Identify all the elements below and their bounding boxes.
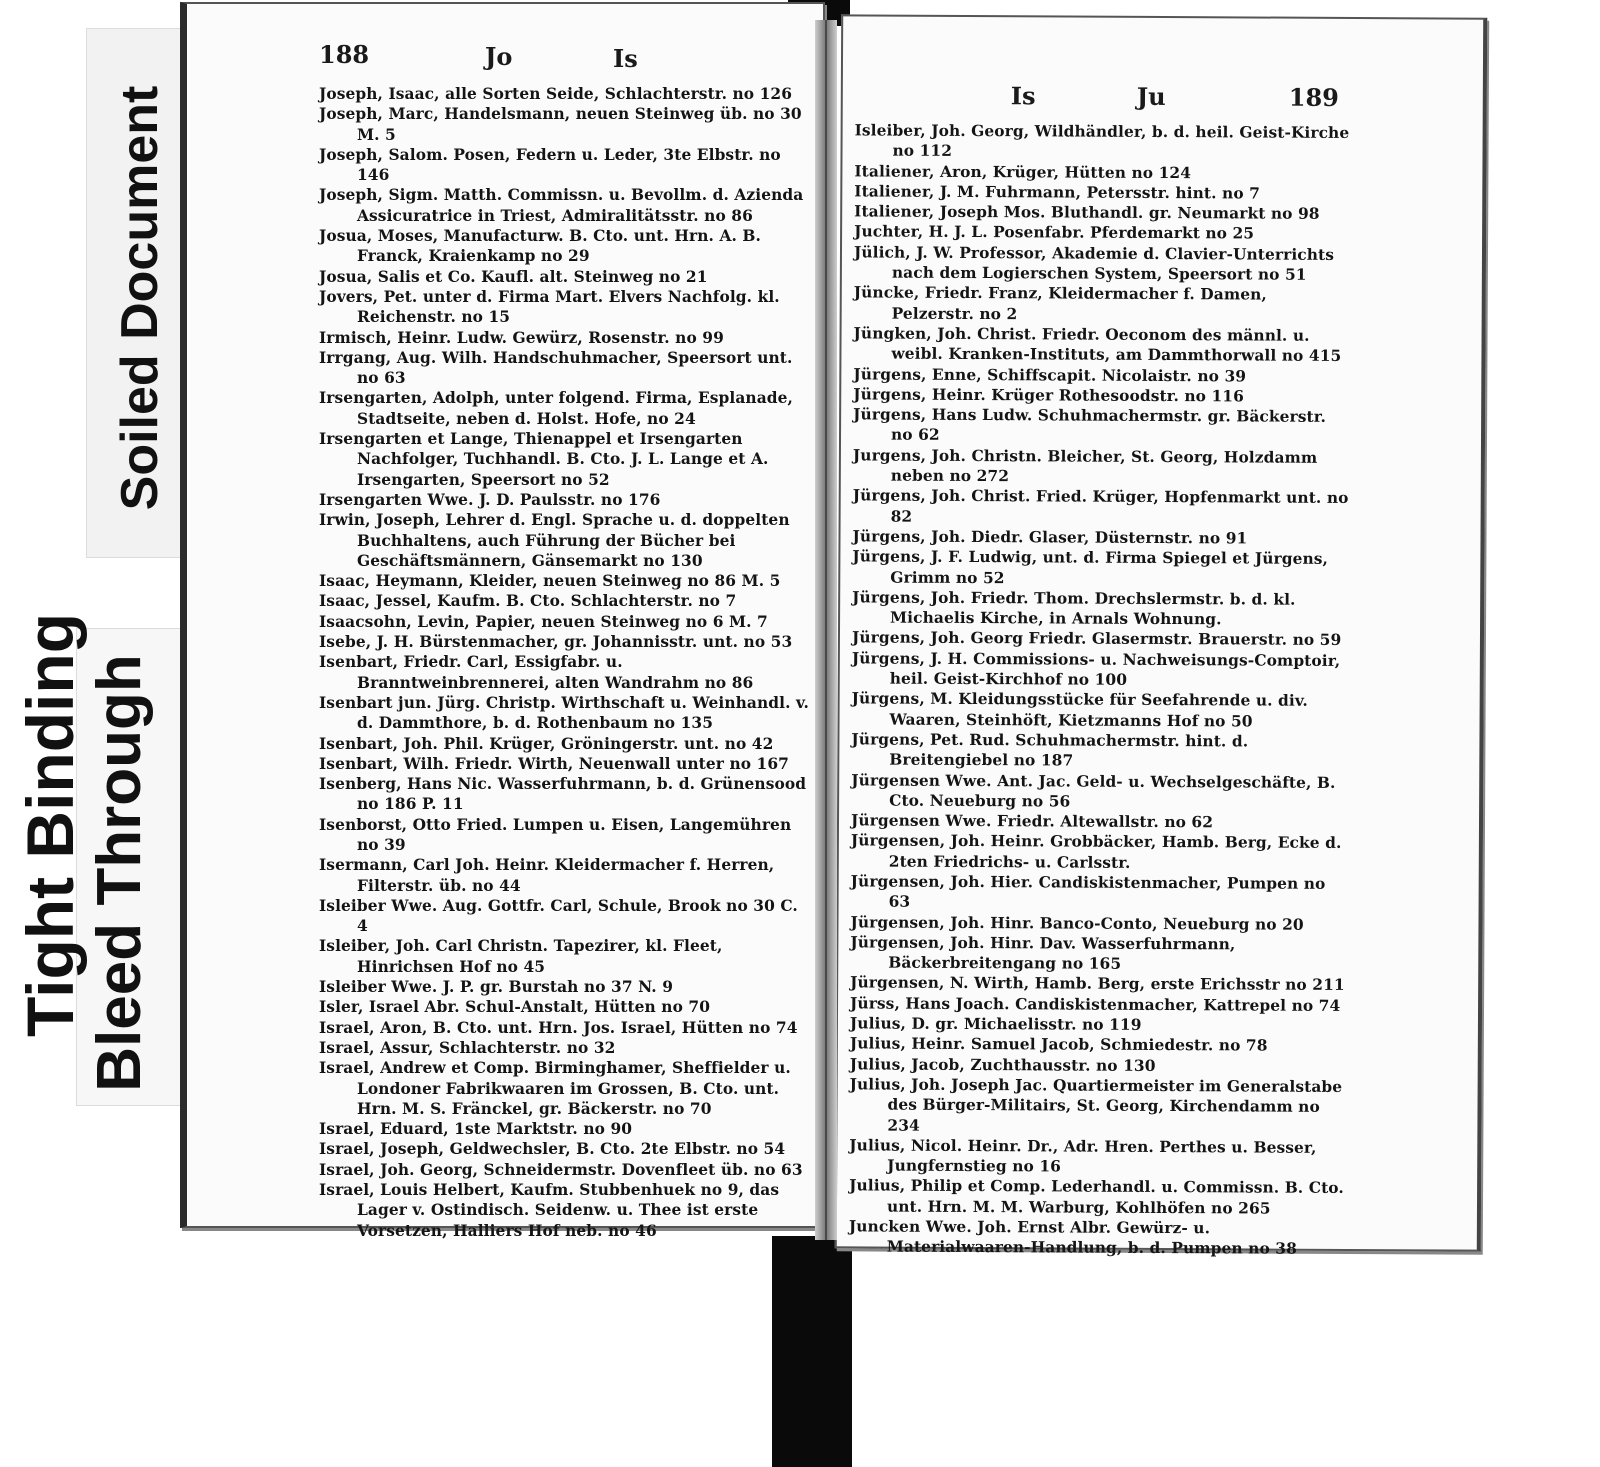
directory-entry: Josua, Moses, Manufacturw. B. Cto. unt. Hrn. A. B. Franck, Kraienkamp no 29 — [319, 227, 761, 266]
directory-entry: Jürgens, M. Kleidungsstücke für Seefahrende u. div. Waaren, Steinhöft, Kietzmanns Hof no 50 — [851, 689, 1308, 731]
directory-entry: Isenberg, Hans Nic. Wasserfuhrmann, b. d. Grünensood no 186 P. 11 — [319, 775, 807, 814]
left-page-number: 188 — [319, 40, 370, 69]
directory-entry: Isenbart, Wilh. Friedr. Wirth, Neuenwall unter no 167 — [319, 754, 789, 773]
directory-entry: Julius, D. gr. Michaelisstr. no 119 — [849, 1014, 1142, 1034]
left-header-from: Jo — [485, 42, 513, 71]
directory-entry: Irsengarten et Lange, Thienappel et Irsengarten Nachfolger, Tuchhandl. B. Cto. J. L. Lange et A. Irsengarten, Speersort no 52 — [319, 430, 769, 489]
directory-entry: Israel, Joseph, Geldwechsler, B. Cto. 2te Elbstr. no 54 — [319, 1140, 786, 1159]
directory-entry: Juncken Wwe. Joh. Ernst Albr. Gewürz- u. Materialwaaren-Handlung, b. d. Pumpen no 38 — [848, 1217, 1297, 1259]
directory-entry: Italiener, Aron, Krüger, Hütten no 124 — [854, 161, 1192, 182]
directory-entry: Isenbart, Joh. Phil. Krüger, Gröningerstr. unt. no 42 — [319, 734, 774, 753]
directory-entry: Julius, Philip et Comp. Lederhandl. u. Commissn. B. Cto. unt. Hrn. M. M. Warburg, Kohlhöfen no 265 — [849, 1176, 1344, 1218]
directory-entry: Isler, Israel Abr. Schul-Anstalt, Hütten no 70 — [319, 998, 711, 1017]
directory-entry: Isaac, Jessel, Kaufm. B. Cto. Schlachterstr. no 7 — [319, 592, 737, 611]
right-header-to: Ju — [1136, 81, 1166, 112]
directory-entry: Jovers, Pet. unter d. Firma Mart. Elvers Nachfolg. kl. Reichenstr. no 15 — [319, 287, 780, 327]
directory-entry: Irsengarten, Adolph, unter folgend. Firma, Esplanade, Stadtseite, neben d. Holst. Hofe, no 24 — [319, 389, 793, 428]
directory-entry: Isleiber Wwe. J. P. gr. Burstah no 37 N. 9 — [319, 978, 674, 997]
directory-entry: Irsengarten Wwe. J. D. Paulsstr. no 176 — [319, 490, 661, 509]
directory-entry: Joseph, Marc, Handelsmann, neuen Steinweg üb. no 30 M. 5 — [319, 105, 802, 144]
directory-entry: Irmisch, Heinr. Ludw. Gewürz, Rosenstr. no 99 — [319, 328, 724, 347]
directory-entry: Israel, Assur, Schlachterstr. no 32 — [319, 1038, 616, 1057]
directory-entry: Jürgens, Joh. Friedr. Thom. Drechslermstr. b. d. kl. Michaelis Kirche, in Arnals Wohnung. — [852, 588, 1296, 629]
tight-binding-stamp: Tight Binding — [13, 612, 87, 1037]
directory-entry: Julius, Heinr. Samuel Jacob, Schmiedestr. no 78 — [849, 1034, 1268, 1055]
directory-entry: Israel, Andrew et Comp. Birminghamer, Sheffielder u. Londoner Fabrikwaaren im Grossen, B. Cto. unt. Hrn. M. S. Fränckel, gr. Bäckerstr. no 70 — [319, 1059, 791, 1118]
directory-entry: Jürgens, J. F. Ludwig, unt. d. Firma Spiegel et Jürgens, Grimm no 52 — [852, 547, 1329, 587]
directory-entry: Isenborst, Otto Fried. Lumpen u. Eisen, Langemühren no 39 — [319, 815, 792, 854]
directory-entry: Isleiber, Joh. Georg, Wildhändler, b. d. heil. Geist-Kirche no 112 — [854, 121, 1350, 161]
directory-entry: Jürgensen, Joh. Hier. Candiskistenmacher, Pumpen no 63 — [850, 872, 1326, 911]
directory-entry: Jürgensen Wwe. Friedr. Altewallstr. no 62 — [850, 811, 1214, 832]
directory-entry: Jurgens, Joh. Christn. Bleicher, St. Georg, Holzdamm neben no 272 — [852, 446, 1318, 486]
left-entry-list — [319, 84, 813, 1241]
directory-entry: Isleiber Wwe. Aug. Gottfr. Carl, Schule, Brook no 30 C. 4 — [319, 896, 798, 936]
right-page-number: 189 — [1288, 82, 1339, 112]
directory-entry: Jüngken, Joh. Christ. Friedr. Oeconom des männl. u. weibl. Kranken-Instituts, am Dammthorwall no 415 — [853, 324, 1342, 366]
soiled-document-stamp: Soiled Document — [111, 85, 169, 511]
directory-entry: Italiener, Joseph Mos. Bluthandl. gr. Neumarkt no 98 — [854, 202, 1320, 224]
directory-entry: Joseph, Sigm. Matth. Commissn. u. Bevollm. d. Azienda Assicuratrice in Triest, Admiralitätsstr. no 86 — [319, 186, 804, 225]
directory-entry: Israel, Louis Helbert, Kaufm. Stubbenhuek no 9, das Lager v. Ostindisch. Seidenw. u. Thee ist erste Vorsetzen, Halliers Hof neb. no 46 — [319, 1181, 780, 1240]
directory-entry: Isaacsohn, Levin, Papier, neuen Steinweg no 6 M. 7 — [319, 612, 768, 631]
directory-entry: Jürgens, Joh. Diedr. Glaser, Düsternstr. no 91 — [852, 527, 1248, 548]
bleed-through-stamp: Bleed Through — [85, 654, 154, 1092]
directory-entry: Irrgang, Aug. Wilh. Handschuhmacher, Speersort unt. no 63 — [319, 348, 793, 388]
directory-entry: Jürgens, Heinr. Krüger Rothesoodstr. no 116 — [853, 385, 1245, 406]
directory-entry: Jürgensen Wwe. Ant. Jac. Geld- u. Wechselgeschäfte, B. Cto. Neueburg no 56 — [851, 770, 1336, 811]
directory-entry: Isleiber, Joh. Carl Christn. Tapezirer, kl. Fleet, Hinrichsen Hof no 45 — [319, 937, 723, 976]
right-header-from: Is — [1010, 81, 1036, 111]
directory-entry: Jürgensen, Joh. Hinr. Banco-Conto, Neueburg no 20 — [850, 912, 1304, 934]
directory-entry: Joseph, Salom. Posen, Federn u. Leder, 3te Elbstr. no 146 — [319, 145, 781, 185]
directory-entry: Isermann, Carl Joh. Heinr. Kleidermacher f. Herren, Filterstr. üb. no 44 — [319, 856, 775, 895]
directory-entry: Joseph, Isaac, alle Sorten Seide, Schlachterstr. no 126 — [319, 85, 793, 103]
directory-entry: Israel, Eduard, 1ste Marktstr. no 90 — [319, 1120, 633, 1139]
directory-entry: Isenbart jun. Jürg. Christp. Wirthschaft u. Weinhandl. v. d. Dammthore, b. d. Rothenbaum no 135 — [319, 693, 809, 733]
right-page — [835, 14, 1487, 1259]
directory-entry: Isebe, J. H. Bürstenmacher, gr. Johannisstr. unt. no 53 — [319, 633, 793, 652]
book-gutter — [815, 20, 837, 1240]
directory-entry: Josua, Salis et Co. Kaufl. alt. Steinweg no 21 — [319, 267, 708, 286]
directory-entry: Israel, Aron, B. Cto. unt. Hrn. Jos. Israel, Hütten no 74 — [319, 1018, 798, 1037]
directory-entry: Jürgensen, Joh. Hinr. Dav. Wasserfuhrmann, Bäckerbreitengang no 165 — [850, 933, 1236, 973]
right-entry-list — [849, 120, 1351, 1259]
left-page — [180, 2, 825, 1240]
directory-entry: Jürgens, Hans Ludw. Schuhmachermstr. gr. Bäckerstr. no 62 — [853, 405, 1327, 445]
directory-entry: Jürgens, Pet. Rud. Schuhmachermstr. hint. d. Breitengiebel no 187 — [851, 730, 1249, 770]
directory-entry: Jürgens, Joh. Georg Friedr. Glasermstr. Brauerstr. no 59 — [851, 628, 1342, 650]
directory-entry: Jüncke, Friedr. Franz, Kleidermacher f. Damen, Pelzerstr. no 2 — [853, 283, 1267, 323]
directory-entry: Italiener, J. M. Fuhrmann, Petersstr. hint. no 7 — [854, 182, 1261, 203]
directory-entry: Jürgens, Enne, Schiffscapit. Nicolaistr. no 39 — [853, 364, 1247, 386]
directory-entry: Julius, Jacob, Zuchthausstr. no 130 — [849, 1055, 1156, 1075]
directory-entry: Jülich, J. W. Professor, Akademie d. Clavier-Unterrichts nach dem Logierschen System, Speersort no 51 — [853, 243, 1335, 284]
directory-entry: Isaac, Heymann, Kleider, neuen Steinweg no 86 M. 5 — [319, 572, 781, 591]
directory-entry: Israel, Joh. Georg, Schneidermstr. Dovenfleet üb. no 63 — [319, 1160, 803, 1179]
directory-entry: Juchter, H. J. L. Posenfabr. Pferdemarkt no 25 — [854, 222, 1255, 243]
directory-entry: Julius, Nicol. Heinr. Dr., Adr. Hren. Perthes u. Besser, Jungfernstieg no 16 — [849, 1136, 1317, 1176]
left-header-to: Is — [613, 44, 638, 73]
directory-entry: Jürgensen, Joh. Heinr. Grobbäcker, Hamb. Berg, Ecke d. 2ten Friedrichs- u. Carlsstr. — [850, 831, 1342, 872]
directory-entry: Jürss, Hans Joach. Candiskistenmacher, Kattrepel no 74 — [850, 994, 1341, 1015]
directory-entry: Jürgens, Joh. Christ. Fried. Krüger, Hopfenmarkt unt. no 82 — [852, 486, 1349, 526]
directory-entry: Irwin, Joseph, Lehrer d. Engl. Sprache u. d. doppelten Buchhaltens, auch Führung der Bücher bei Geschäftsmännern, Gänsemarkt no 130 — [319, 511, 790, 570]
directory-entry: Jürgensen, N. Wirth, Hamb. Berg, erste Erichsstr no 211 — [850, 973, 1345, 995]
binding-bottom — [772, 1236, 852, 1467]
directory-entry: Isenbart, Friedr. Carl, Essigfabr. u. Branntweinbrennerei, alten Wandrahm no 86 — [319, 653, 754, 692]
directory-entry: Julius, Joh. Joseph Jac. Quartiermeister im Generalstabe des Bürger-Militairs, St. Georg, Kirchendamm no 234 — [849, 1075, 1343, 1135]
directory-entry: Jürgens, J. H. Commissions- u. Nachweisungs-Comptoir, heil. Geist-Kirchhof no 100 — [851, 649, 1341, 689]
